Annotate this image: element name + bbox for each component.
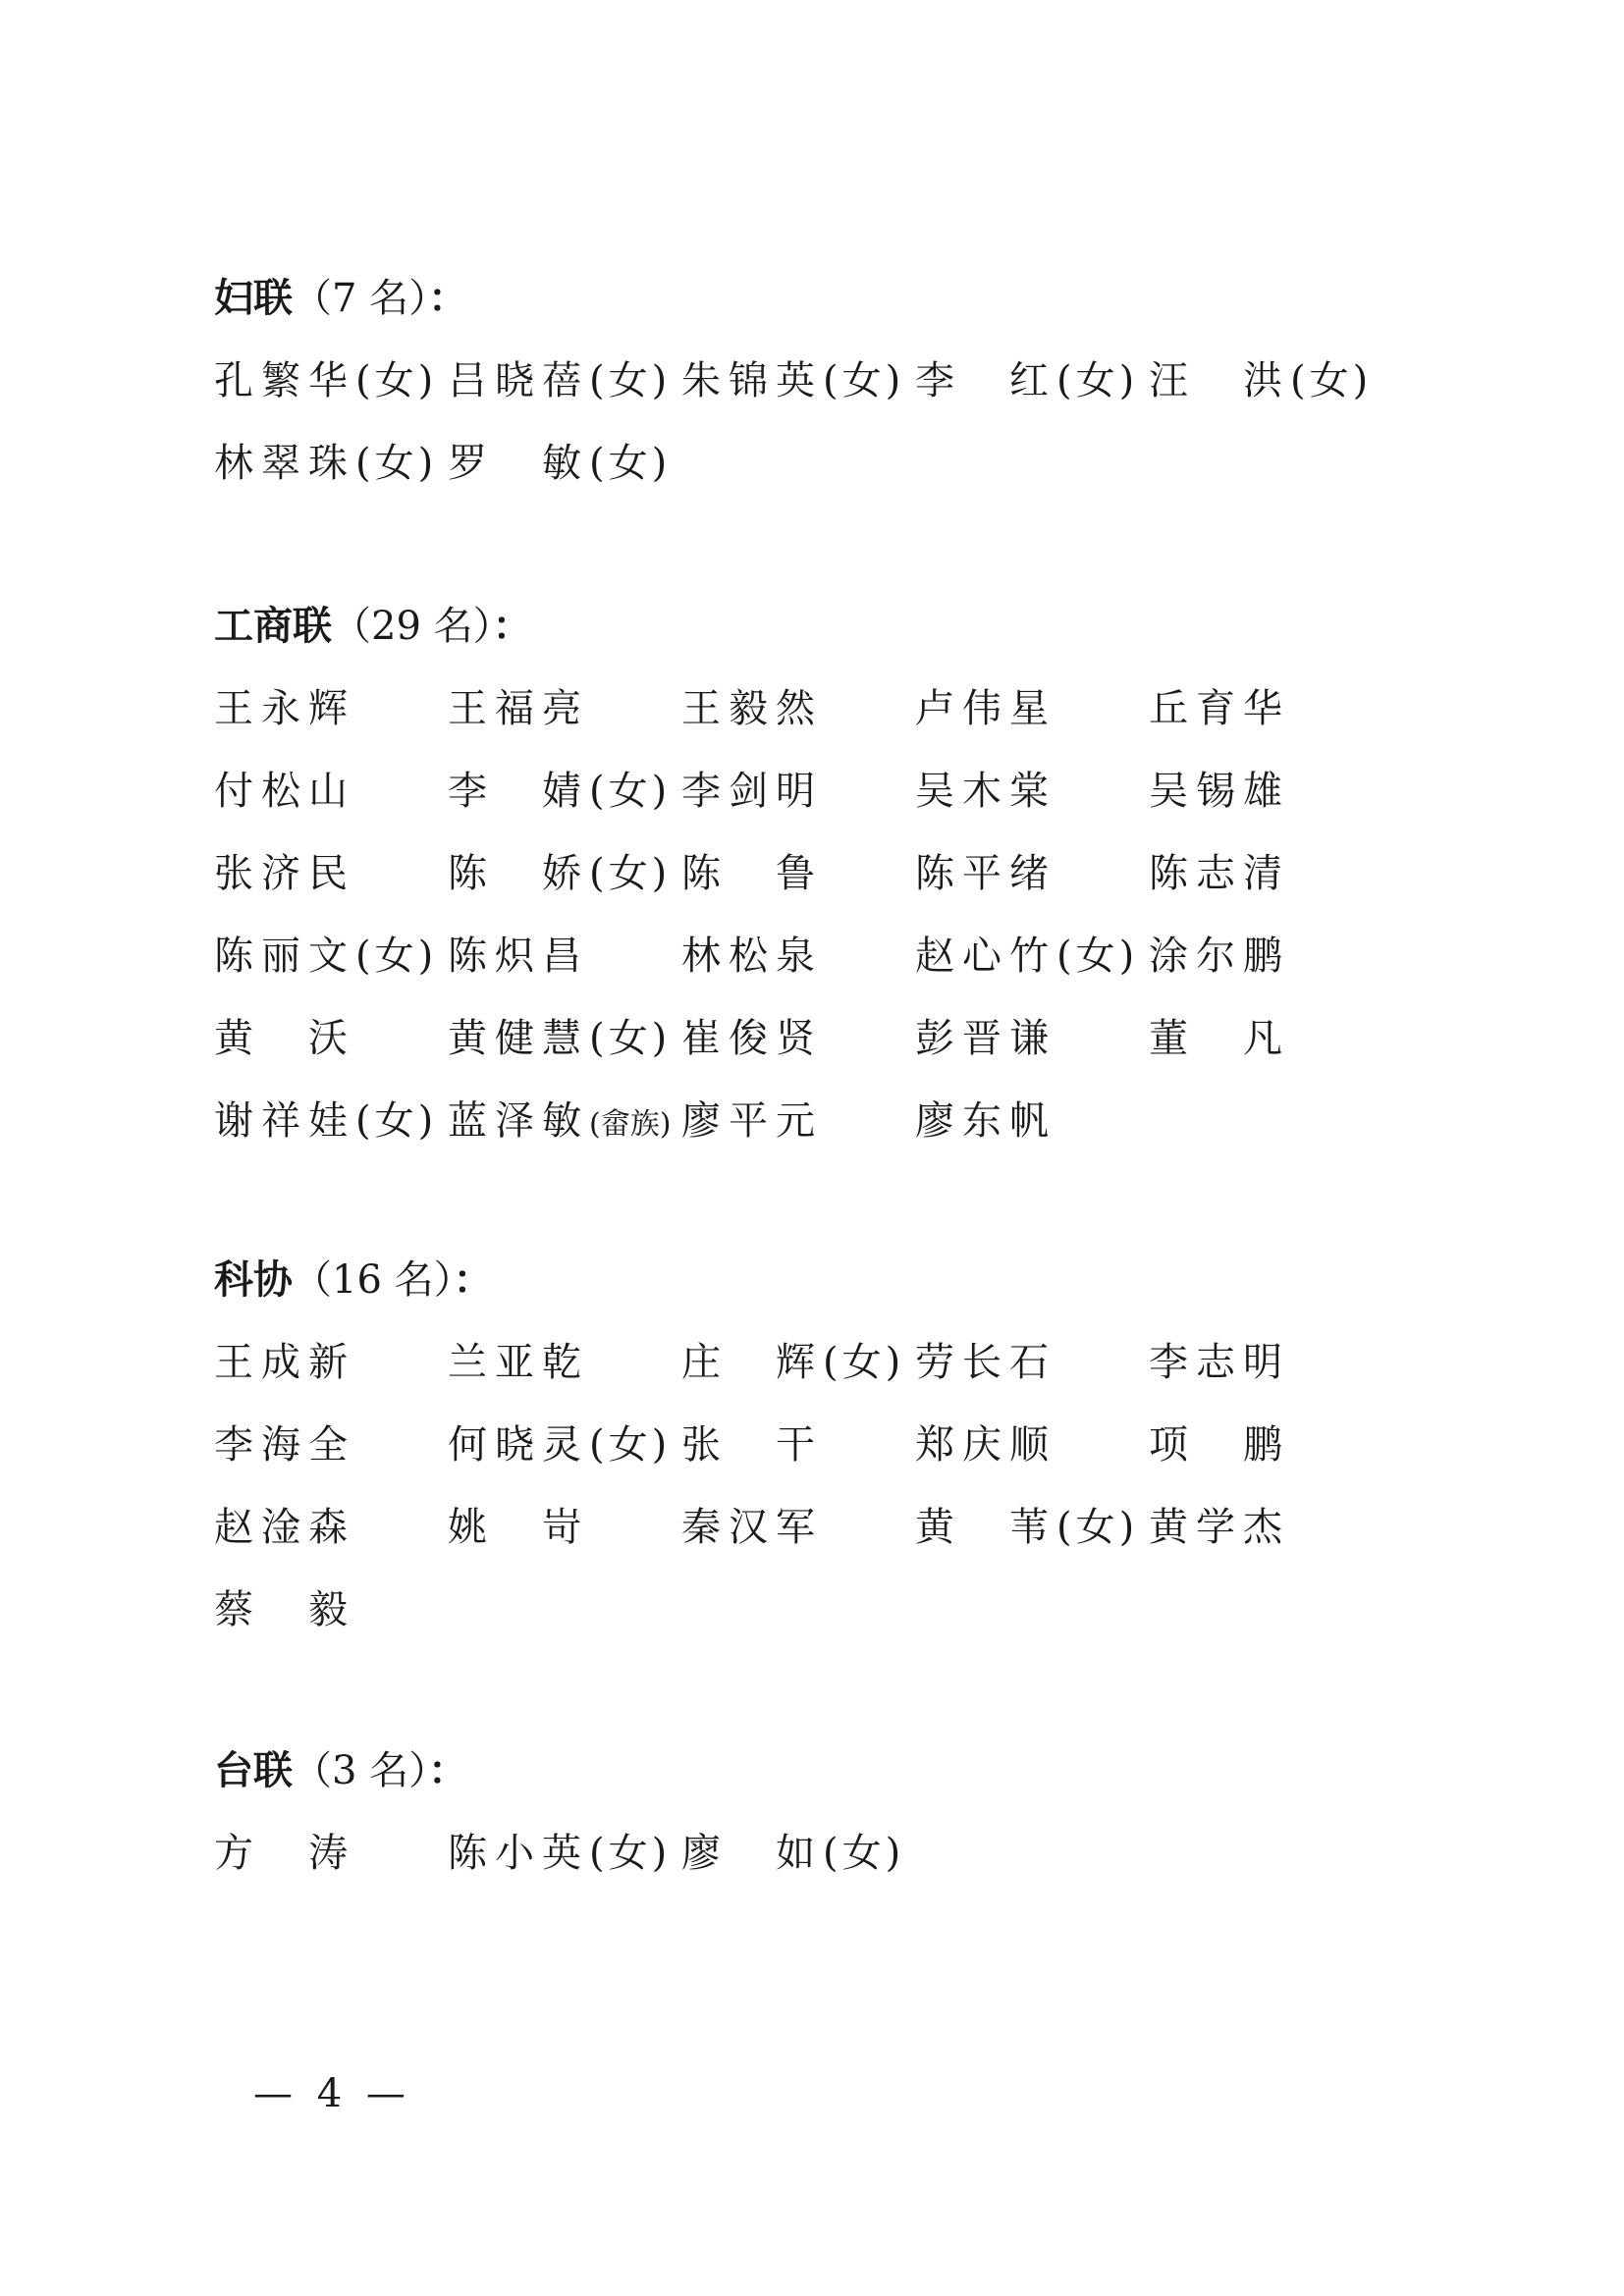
member-entry	[681, 1080, 913, 1162]
member-name: 陈志清	[1149, 851, 1290, 896]
section-count: （16 名）	[293, 1257, 454, 1303]
section-heading	[214, 1239, 1451, 1321]
member-name: 劳长石	[915, 1340, 1056, 1385]
member-name: 王毅然	[681, 686, 823, 731]
name-row	[214, 1812, 1451, 1895]
member-name: 张济民	[214, 851, 355, 896]
member-tag: (女)	[1056, 934, 1139, 979]
member-name: 汪 洪	[1149, 358, 1290, 403]
member-name: 秦汉军	[681, 1505, 823, 1550]
name-row	[214, 422, 1451, 505]
member-name: 蓝泽敏	[448, 1098, 589, 1144]
member-name: 付松山	[214, 769, 355, 814]
member-name: 李 红	[915, 358, 1056, 403]
section-heading	[214, 1730, 1451, 1812]
section-count: （29 名）	[332, 604, 493, 649]
member-name: 陈 娇	[448, 851, 589, 896]
member-name: 黄学杰	[1149, 1505, 1290, 1550]
name-row	[214, 750, 1451, 832]
member-name: 兰亚乾	[448, 1340, 589, 1385]
member-tag: (女)	[589, 1831, 672, 1876]
section-count: （3 名）	[293, 1748, 429, 1793]
member-tag: (女)	[589, 358, 672, 403]
member-entry	[214, 1486, 446, 1569]
section-federation-of-industry-commerce	[214, 585, 1451, 1162]
name-row	[214, 1321, 1451, 1404]
name-list	[214, 667, 1451, 1162]
member-name: 陈炽昌	[448, 934, 589, 979]
member-entry	[915, 1486, 1147, 1569]
name-row	[214, 1080, 1451, 1162]
member-name: 孔繁华	[214, 358, 355, 403]
member-tag: (女)	[355, 441, 438, 486]
member-tag: (女)	[589, 769, 672, 814]
section-heading	[214, 585, 1451, 667]
member-entry	[681, 915, 913, 997]
member-name: 吴锡雄	[1149, 769, 1290, 814]
member-name: 廖 如	[681, 1831, 823, 1876]
member-entry	[448, 832, 679, 915]
member-entry	[448, 750, 679, 832]
member-tag: (女)	[823, 358, 905, 403]
member-entry	[214, 1404, 446, 1486]
member-entry	[448, 667, 679, 750]
member-entry	[915, 832, 1147, 915]
member-tag: (女)	[589, 1422, 672, 1468]
member-name: 李志明	[1149, 1340, 1290, 1385]
member-name: 黄 沃	[214, 1016, 355, 1061]
page-number: — 4 —	[253, 2071, 411, 2116]
member-entry	[448, 1321, 679, 1404]
member-name: 庄 辉	[681, 1340, 823, 1385]
member-entry	[681, 832, 913, 915]
member-tag: (女)	[355, 1098, 438, 1144]
member-tag: (女)	[589, 1016, 672, 1061]
section-colon: ：	[453, 1257, 493, 1303]
member-entry	[448, 422, 679, 505]
member-name: 谢祥娃	[214, 1098, 355, 1144]
member-name: 陈 鲁	[681, 851, 823, 896]
member-tag: (女)	[1056, 1505, 1139, 1550]
member-entry	[214, 422, 446, 505]
member-entry	[214, 667, 446, 750]
member-name: 姚 岢	[448, 1505, 589, 1550]
member-entry	[681, 1486, 913, 1569]
member-tag: (女)	[823, 1340, 905, 1385]
member-name: 陈小英	[448, 1831, 589, 1876]
member-name: 丘育华	[1149, 686, 1290, 731]
member-entry	[915, 667, 1147, 750]
member-name: 王福亮	[448, 686, 589, 731]
member-name: 项 鹏	[1149, 1422, 1290, 1468]
member-name: 林松泉	[681, 934, 823, 979]
section-title: 台联	[214, 1748, 293, 1793]
member-entry	[448, 997, 679, 1080]
name-row	[214, 832, 1451, 915]
section-taiwan-compatriots-federation	[214, 1730, 1451, 1895]
member-name: 廖东帆	[915, 1098, 1056, 1144]
member-name: 陈丽文	[214, 934, 355, 979]
section-title: 科协	[214, 1257, 293, 1303]
name-row	[214, 997, 1451, 1080]
member-name: 罗 敏	[448, 441, 589, 486]
member-entry	[214, 1321, 446, 1404]
member-entry	[1149, 1321, 1380, 1404]
member-tag: (畲族)	[589, 1107, 672, 1142]
member-entry	[915, 340, 1147, 422]
member-entry	[214, 750, 446, 832]
member-name: 涂尔鹏	[1149, 934, 1290, 979]
member-tag: (女)	[355, 934, 438, 979]
member-entry	[448, 1812, 679, 1895]
name-list	[214, 1321, 1451, 1651]
member-tag: (女)	[355, 358, 438, 403]
member-entry	[681, 340, 913, 422]
name-list	[214, 340, 1451, 505]
section-title: 妇联	[214, 276, 293, 321]
member-entry	[681, 750, 913, 832]
member-entry	[214, 1080, 446, 1162]
section-count: （7 名）	[293, 276, 429, 321]
member-entry	[1149, 750, 1380, 832]
member-name: 吕晓蓓	[448, 358, 589, 403]
member-entry	[214, 1812, 446, 1895]
member-entry	[1149, 832, 1380, 915]
member-entry	[448, 1080, 679, 1162]
member-name: 林翠珠	[214, 441, 355, 486]
member-tag: (女)	[589, 441, 672, 486]
member-name: 李 婧	[448, 769, 589, 814]
member-entry	[915, 1404, 1147, 1486]
member-name: 王成新	[214, 1340, 355, 1385]
member-entry	[214, 997, 446, 1080]
member-name: 彭晋谦	[915, 1016, 1056, 1061]
member-entry	[1149, 997, 1380, 1080]
member-name: 吴木棠	[915, 769, 1056, 814]
member-entry	[1149, 1486, 1380, 1569]
member-tag: (女)	[589, 851, 672, 896]
member-name: 赵淦森	[214, 1505, 355, 1550]
member-tag: (女)	[823, 1831, 905, 1876]
name-row	[214, 340, 1451, 422]
member-entry	[915, 750, 1147, 832]
member-entry	[1149, 1404, 1380, 1486]
member-name: 黄健慧	[448, 1016, 589, 1061]
member-entry	[915, 1321, 1147, 1404]
member-name: 赵心竹	[915, 934, 1056, 979]
name-row	[214, 1404, 1451, 1486]
member-entry	[1149, 340, 1380, 422]
member-name: 李海全	[214, 1422, 355, 1468]
section-colon: ：	[428, 1748, 468, 1793]
member-name: 廖平元	[681, 1098, 823, 1144]
member-entry	[1149, 667, 1380, 750]
member-entry	[214, 1569, 446, 1651]
section-title: 工商联	[214, 604, 332, 649]
member-name: 蔡 毅	[214, 1587, 355, 1632]
name-row	[214, 1569, 1451, 1651]
member-name: 董 凡	[1149, 1016, 1290, 1061]
section-heading	[214, 257, 1451, 340]
section-colon: ：	[428, 276, 468, 321]
member-entry	[681, 1812, 913, 1895]
member-entry	[214, 832, 446, 915]
member-name: 朱锦英	[681, 358, 823, 403]
member-entry	[448, 1486, 679, 1569]
section-colon: ：	[492, 604, 532, 649]
member-name: 王永辉	[214, 686, 355, 731]
member-tag: (女)	[1056, 358, 1139, 403]
member-tag: (女)	[1290, 358, 1373, 403]
member-name: 张 干	[681, 1422, 823, 1468]
member-entry	[681, 997, 913, 1080]
member-name: 郑庆顺	[915, 1422, 1056, 1468]
section-association-for-science	[214, 1239, 1451, 1651]
member-name: 卢伟星	[915, 686, 1056, 731]
member-entry	[915, 915, 1147, 997]
member-name: 李剑明	[681, 769, 823, 814]
member-entry	[915, 1080, 1147, 1162]
name-row	[214, 667, 1451, 750]
member-entry	[1149, 915, 1380, 997]
member-entry	[681, 1321, 913, 1404]
name-row	[214, 1486, 1451, 1569]
name-list	[214, 1812, 1451, 1895]
member-entry	[448, 1404, 679, 1486]
member-entry	[915, 997, 1147, 1080]
member-entry	[214, 915, 446, 997]
member-entry	[448, 915, 679, 997]
member-name: 方 涛	[214, 1831, 355, 1876]
member-entry	[214, 340, 446, 422]
member-name: 崔俊贤	[681, 1016, 823, 1061]
member-name: 何晓灵	[448, 1422, 589, 1468]
member-entry	[681, 1404, 913, 1486]
member-name: 陈平绪	[915, 851, 1056, 896]
name-row	[214, 915, 1451, 997]
member-name: 黄 苇	[915, 1505, 1056, 1550]
section-women-federation	[214, 257, 1451, 505]
member-entry	[681, 667, 913, 750]
member-entry	[448, 340, 679, 422]
